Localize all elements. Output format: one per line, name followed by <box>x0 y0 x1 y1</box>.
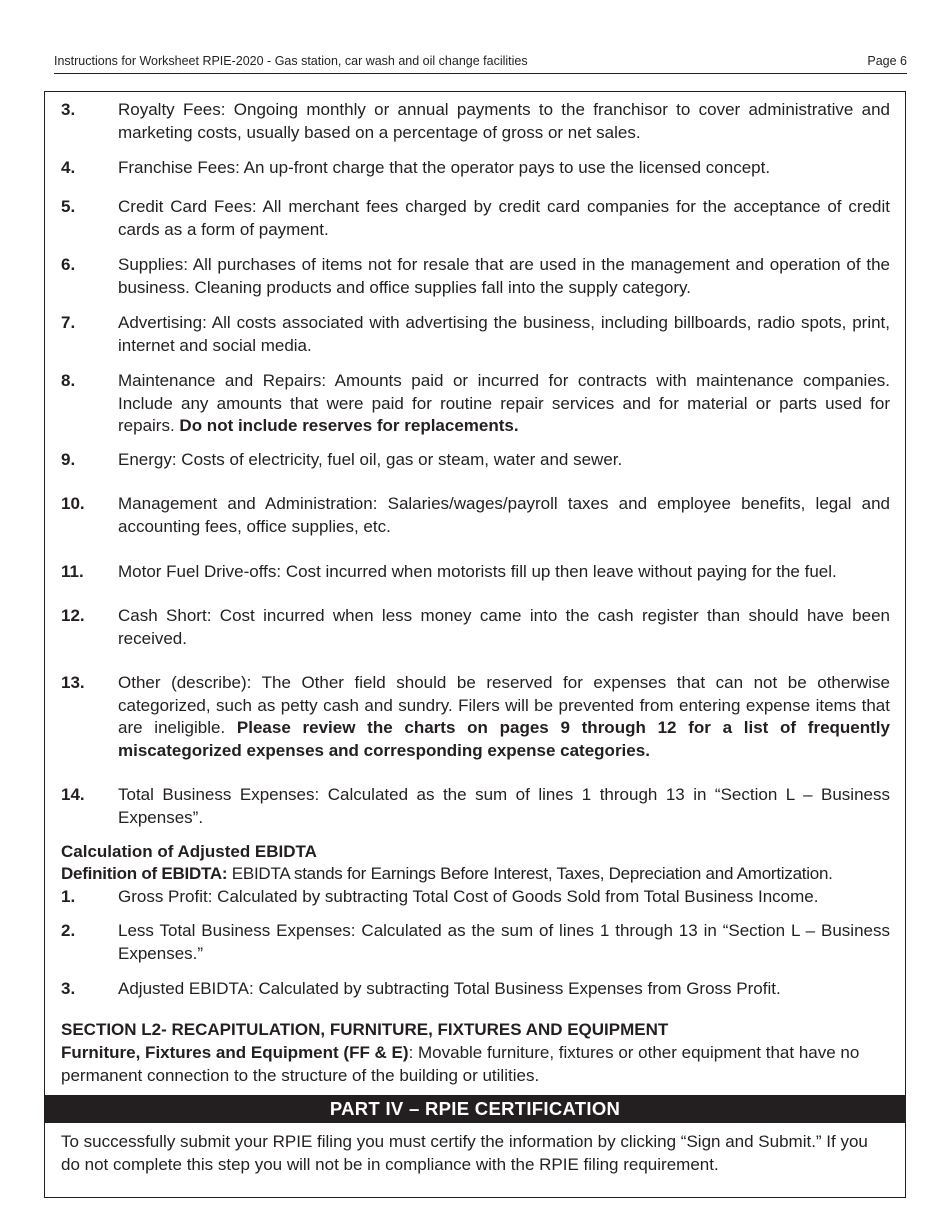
list-item <box>61 886 890 909</box>
item-text-bold: Please review the charts on pages 9 through 12 for a list of frequently miscategorized expenses and corresponding expense categories. <box>118 718 890 760</box>
item-number: 6. <box>61 255 76 274</box>
item-number: 4. <box>61 158 76 177</box>
list-item <box>61 254 890 299</box>
list-item <box>61 920 890 965</box>
item-text: Total Business Expenses: Calculated as the sum of lines 1 through 13 in “Section L – Business Expenses”. <box>118 785 890 827</box>
item-number: 14. <box>61 785 85 804</box>
section-l2-label: Furniture, Fixtures and Equipment (FF & E) <box>61 1043 409 1062</box>
item-text: Less Total Business Expenses: Calculated as the sum of lines 1 through 13 in “Section L – Business Expenses.” <box>118 921 890 963</box>
item-number: 7. <box>61 313 76 332</box>
item-number: 3. <box>61 100 76 119</box>
section-l2-heading: SECTION L2- RECAPITULATION, FURNITURE, FIXTURES AND EQUIPMENT <box>61 1020 669 1039</box>
list-item <box>61 449 890 472</box>
item-text: Franchise Fees: An up-front charge that the operator pays to use the licensed concept. <box>118 158 771 177</box>
page-header <box>54 53 907 74</box>
list-item <box>61 196 890 241</box>
item-text: Gross Profit: Calculated by subtracting Total Cost of Goods Sold from Total Business Income. <box>118 887 819 906</box>
item-text: Energy: Costs of electricity, fuel oil, gas or steam, water and sewer. <box>118 450 623 469</box>
list-item <box>61 605 890 650</box>
item-text-normal: Other (describe): The Other field should be reserved for expenses that can not be otherwise categorized, such as petty cash and sundry. Filers will be prevented from entering expense items that are ineligible. <box>118 673 890 737</box>
list-item <box>61 561 890 584</box>
list-item <box>61 370 890 438</box>
item-number: 11. <box>61 562 84 581</box>
item-text: Adjusted EBIDTA: Calculated by subtracting Total Business Expenses from Gross Profit. <box>118 979 781 998</box>
section-l2-text <box>61 1042 890 1087</box>
item-text <box>118 672 890 762</box>
list-item <box>61 99 890 144</box>
list-item <box>61 978 890 1001</box>
content-box <box>44 91 906 1198</box>
list-item <box>61 157 890 180</box>
certification-heading: PART IV – RPIE CERTIFICATION <box>45 1095 905 1123</box>
item-number: 10. <box>61 494 85 513</box>
item-number: 13. <box>61 673 85 692</box>
ebidta-definition <box>61 863 890 886</box>
list-item <box>61 493 890 538</box>
item-text: Management and Administration: Salaries/wages/payroll taxes and employee benefits, legal and accounting fees, office supplies, etc. <box>118 494 890 536</box>
ebidta-heading: Calculation of Adjusted EBIDTA <box>61 842 317 861</box>
section-l2-description: : Movable furniture, fixtures or other equipment that have no permanent connection to the structure of the building or utilities. <box>61 1043 860 1085</box>
document-title: Instructions for Worksheet RPIE-2020 - Gas station, car wash and oil change facilities <box>54 54 528 68</box>
item-text: Supplies: All purchases of items not for resale that are used in the management and operation of the business. Cleaning products and office supplies fall into the supply category. <box>118 255 890 297</box>
page-number: Page 6 <box>867 54 907 68</box>
item-number: 3. <box>61 979 76 998</box>
item-text-normal: Maintenance and Repairs: Amounts paid or incurred for contracts with maintenance companies. Include any amounts that were paid for routine repair services and for material or parts used for repairs. <box>118 371 890 435</box>
item-text: Motor Fuel Drive-offs: Cost incurred when motorists fill up then leave without paying for the fuel. <box>118 562 837 581</box>
certification-text: To successfully submit your RPIE filing you must certify the information by clicking “Sign and Submit.” If you do not complete this step you will not be in compliance with the RPIE filing requirement. <box>61 1132 868 1174</box>
list-item <box>61 312 890 357</box>
item-text <box>118 370 890 438</box>
item-text: Advertising: All costs associated with advertising the business, including billboards, radio spots, print, internet and social media. <box>118 313 890 355</box>
list-item <box>61 672 890 762</box>
item-text: Royalty Fees: Ongoing monthly or annual payments to the franchisor to cover administrative and marketing costs, usually based on a percentage of gross or net sales. <box>118 100 890 142</box>
item-number: 9. <box>61 450 76 469</box>
item-number: 12. <box>61 606 85 625</box>
item-number: 5. <box>61 197 76 216</box>
ebidta-definition-label: Definition of EBIDTA: <box>61 864 228 883</box>
list-item <box>61 784 890 829</box>
item-text-bold: Do not include reserves for replacements. <box>179 416 519 435</box>
item-number: 2. <box>61 921 76 940</box>
item-number: 1. <box>61 887 76 906</box>
item-number: 8. <box>61 371 76 390</box>
item-text: Cash Short: Cost incurred when less money came into the cash register than should have been received. <box>118 606 890 648</box>
ebidta-definition-text: EBIDTA stands for Earnings Before Interest, Taxes, Depreciation and Amortization. <box>227 864 833 883</box>
item-text: Credit Card Fees: All merchant fees charged by credit card companies for the acceptance of credit cards as a form of payment. <box>118 197 890 239</box>
